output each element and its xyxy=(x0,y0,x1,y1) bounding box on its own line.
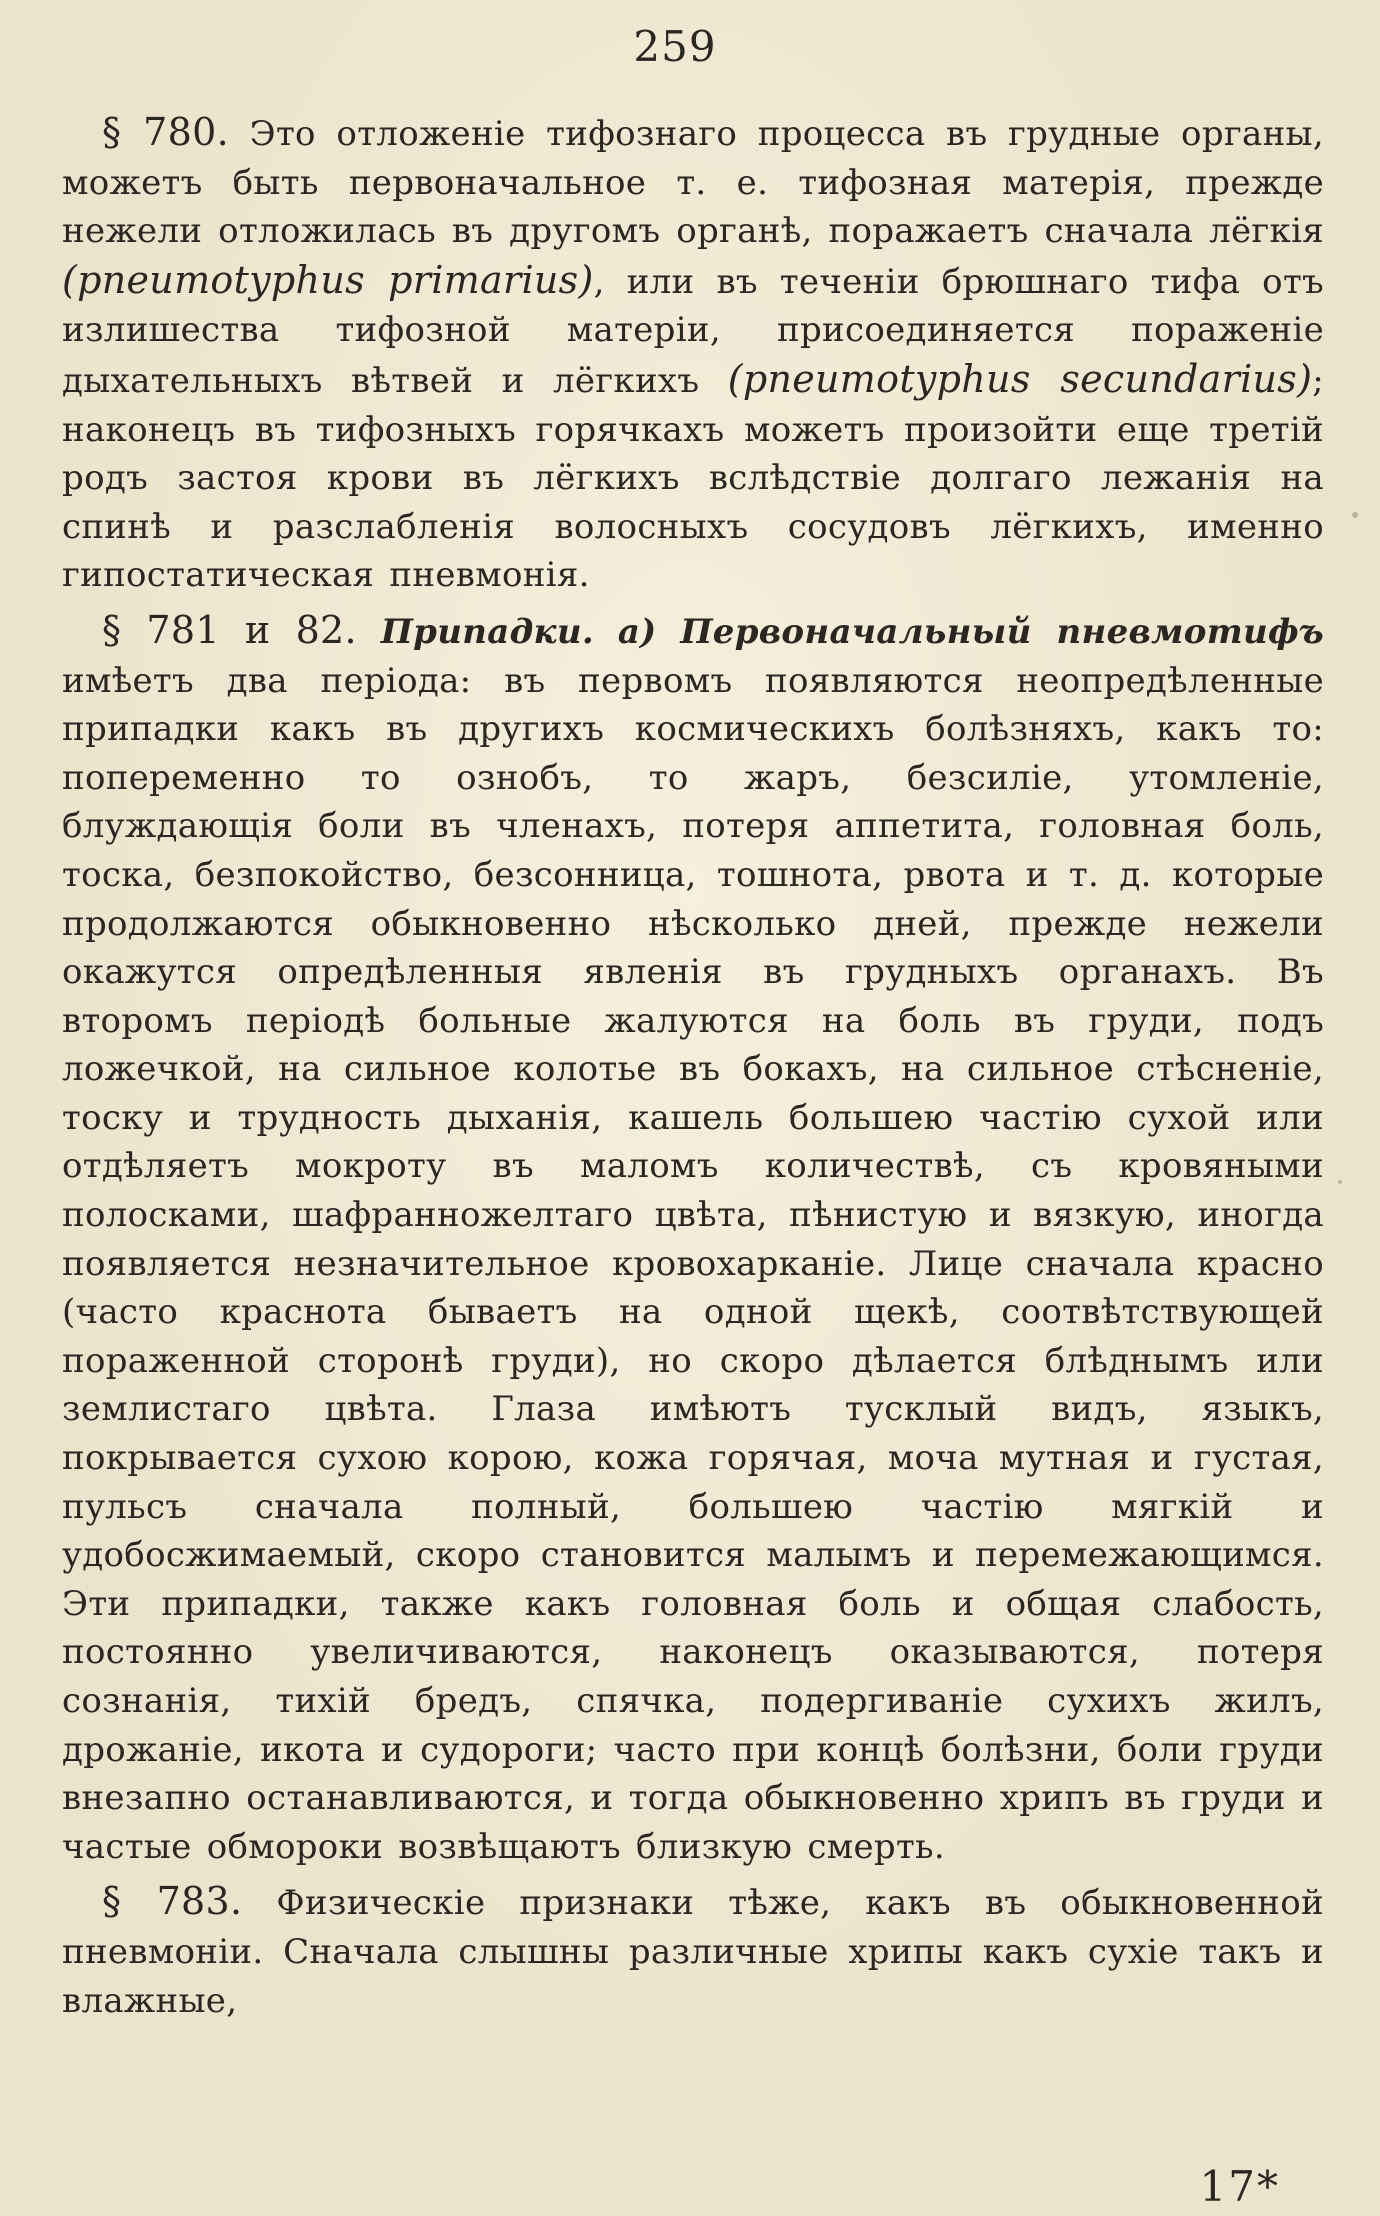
ink-speck xyxy=(1352,512,1358,518)
heading-symptoms: Припадки. xyxy=(380,611,594,652)
paragraph-783 xyxy=(62,1877,1324,2025)
page-number: 259 xyxy=(633,22,717,71)
ink-speck xyxy=(1338,1180,1342,1184)
paragraph-783-text: Физическіе признаки тѣже, какъ въ обыкновенной пневмоніи. Сначала слышны различные хрипы какъ сухіе такъ и влажные, xyxy=(62,1883,1324,2021)
latin-term-primarius: (pneumotyphus primarius) xyxy=(62,257,594,302)
subheading-primary-pneumotyphus: Первоначальный пневмотифъ xyxy=(680,611,1325,652)
section-mark-783: § 783. xyxy=(102,1879,243,1924)
signature-mark: 17* xyxy=(1199,2162,1280,2211)
section-mark-781: § 781 и 82. xyxy=(102,607,357,652)
paragraph-780 xyxy=(62,108,1324,600)
paragraph-780-text-3: ; наконецъ въ тифозныхъ горячкахъ можетъ произойти еще третій родъ застоя крови въ лёгкихъ вслѣдствіе долгаго лежанія на спинѣ и разслабленія волосныхъ сосудовъ лёгкихъ, именно гипостатическая пневмонія. xyxy=(62,360,1324,596)
paragraph-780-text-1: Это отложеніе тифознаго процесса въ грудные органы, можетъ быть первоначальное т. е. тифозная матерія, прежде нежели отложилась въ другомъ органѣ, поражаетъ сначала лёгкія xyxy=(62,114,1325,252)
paragraph-780-text-2: , или въ теченіи брюшнаго тифа отъ излишества тифозной матеріи, присоединяется пораженіе дыхательныхъ вѣтвей и лёгкихъ xyxy=(62,261,1324,401)
body-text xyxy=(62,108,1324,2031)
section-mark-780: § 780. xyxy=(102,110,229,154)
paragraph-781 xyxy=(62,606,1324,1871)
subsection-marker-a: а) xyxy=(617,611,657,652)
paragraph-781-text: имѣетъ два періода: въ первомъ появляются неопредѣленные припадки какъ въ другихъ космическихъ болѣзняхъ, какъ то: попеременно то ознобъ, то жаръ, безсиліе, утомленіе, блуждающія боли въ членахъ, потеря аппетита, головная боль, тоска, безпокойство, безсонница, тошнота, рвота и т. д. которые продолжаются обыкновенно нѣсколько дней, прежде нежели окажутся опредѣленныя явленія въ грудныхъ органахъ. Въ второмъ періодѣ больные жалуются на боль въ груди, подъ ложечкой, на сильное колотье въ бокахъ, на сильное стѣсненіе, тоску и трудность дыханія, кашель большею частію сухой или отдѣляетъ мокроту въ маломъ количествѣ, съ кровяными полосками, шафранножелтаго цвѣта, пѣнистую и вязкую, иногда появляется незначительное кровохарканіе. Лице сначала красно (часто краснота бываетъ на одной щекѣ, соотвѣтствующей пораженной сторонѣ груди), но скоро дѣлается блѣднымъ или землистаго цвѣта. Глаза имѣютъ тусклый видъ, языкъ, покрывается сухою корою, кожа горячая, моча мутная и густая, пульсъ сначала полный, большею частію мягкій и удобосжимаемый, скоро становится малымъ и перемежающимся. Эти припадки, также какъ головная боль и общая слабость, постоянно увеличиваются, наконецъ оказываются, потеря сознанія, тихій бредъ, спячка, подергиваніе сухихъ жилъ, дрожаніе, икота и судороги; часто при концѣ болѣзни, боли груди внезапно останавливаются, и тогда обыкновенно хрипъ въ груди и частые обмороки возвѣщаютъ близкую смерть. xyxy=(62,660,1324,1867)
latin-term-secundarius: (pneumotyphus secundarius) xyxy=(727,356,1313,401)
